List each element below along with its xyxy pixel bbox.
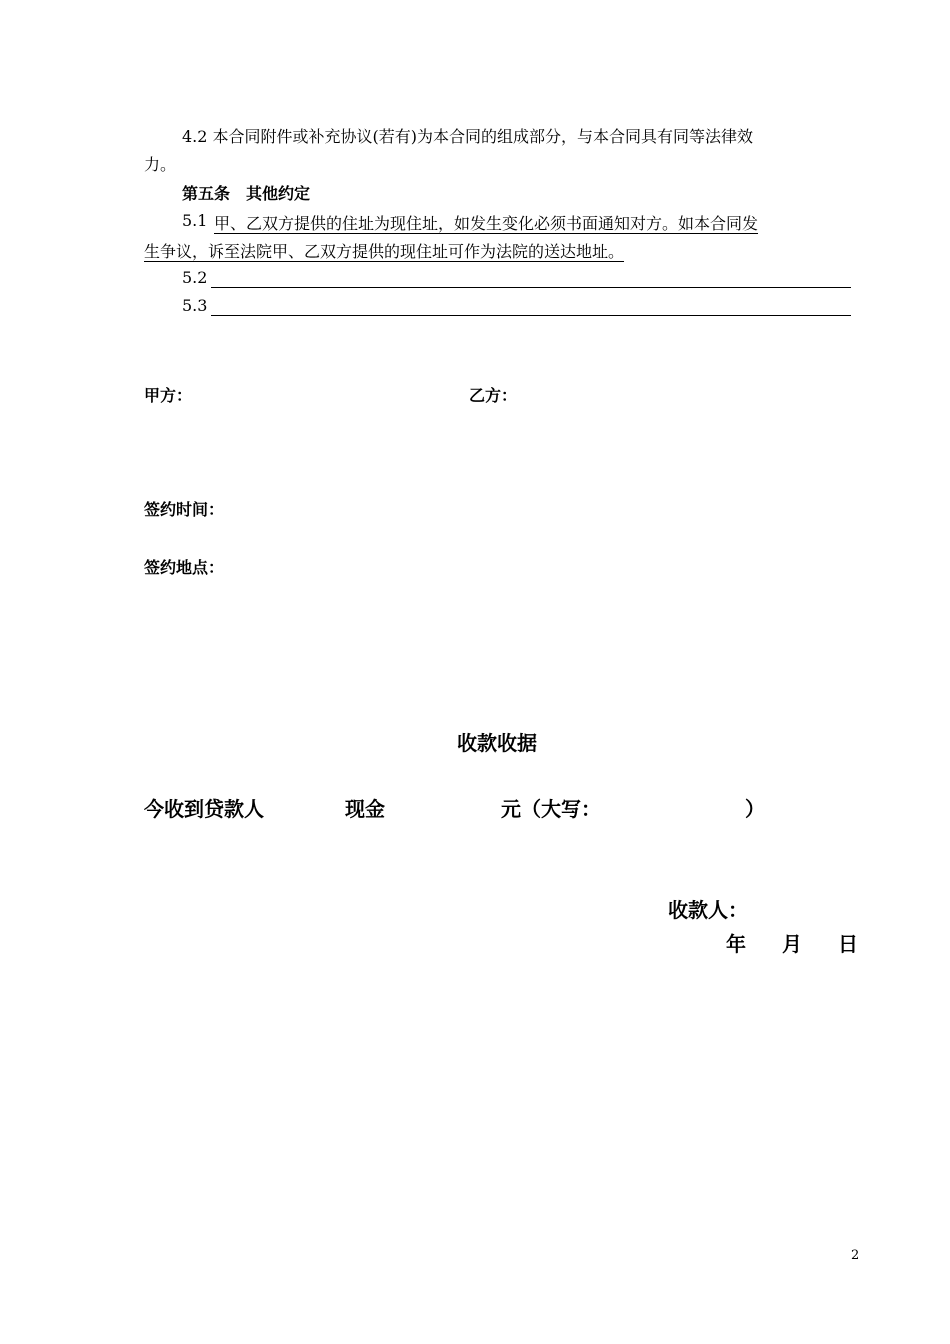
clause-4-2-line-1: 4.2 本合同附件或补充协议(若有)为本合同的组成部分，与本合同具有同等法律效 bbox=[182, 127, 754, 146]
receipt-title: 收款收据 bbox=[457, 731, 537, 755]
clause-5-1-line-1: 甲、乙双方提供的住址为现住址，如发生变化必须书面通知对方。如本合同发 bbox=[214, 214, 759, 233]
date-month-label: 月 bbox=[782, 932, 802, 956]
close-paren: ） bbox=[745, 797, 765, 821]
received-from-label: 今收到贷款人 bbox=[144, 797, 264, 821]
clause-5-1-line-2: 生争议，诉至法院甲、乙双方提供的现住址可作为法院的送达地址。 bbox=[144, 242, 625, 261]
clause-5-2-blank-line bbox=[211, 287, 851, 288]
date-year-label: 年 bbox=[726, 932, 746, 956]
payee-label: 收款人： bbox=[668, 898, 748, 922]
cash-label: 现金 bbox=[345, 797, 385, 821]
party-b-label: 乙方： bbox=[469, 386, 518, 405]
clause-5-3-blank-line bbox=[211, 315, 851, 316]
sign-place-label: 签约地点： bbox=[144, 558, 225, 577]
clause-4-2-line-2: 力。 bbox=[144, 155, 177, 174]
page-number: 2 bbox=[851, 1248, 860, 1263]
date-day-label: 日 bbox=[838, 932, 858, 956]
clause-5-2-number: 5.2 bbox=[182, 268, 208, 287]
clause-5-1-number: 5.1 bbox=[182, 211, 208, 230]
yuan-capital-label: 元（大写： bbox=[501, 797, 601, 821]
clause-5-3-number: 5.3 bbox=[182, 296, 208, 315]
article-5-heading: 第五条 其他约定 bbox=[182, 184, 311, 203]
party-a-label: 甲方： bbox=[144, 386, 193, 405]
sign-time-label: 签约时间： bbox=[144, 500, 225, 519]
